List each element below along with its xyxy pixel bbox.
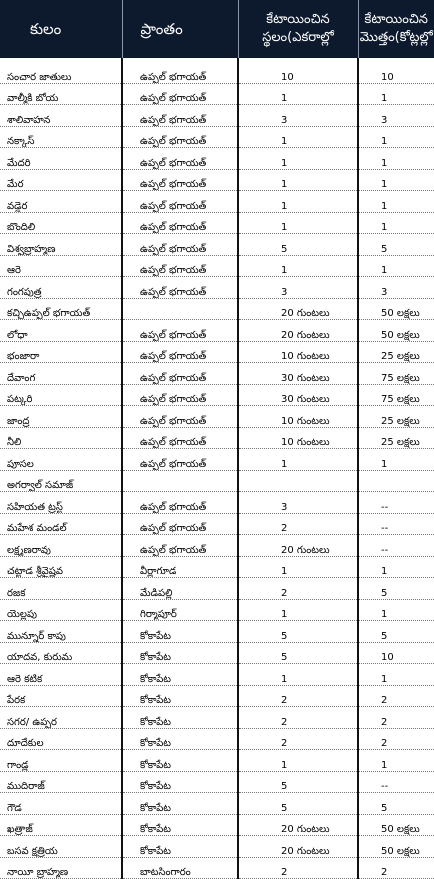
header-land-line1: కేటాయించిన: [239, 11, 358, 29]
cell-funds: 2: [358, 707, 434, 729]
cell-caste: మేదరి: [0, 148, 122, 170]
cell-funds: --: [358, 492, 434, 514]
cell-region: కోకాపేట: [122, 664, 238, 686]
cell-region: మేడిపల్లి: [122, 578, 238, 600]
cell-funds: 75 లక్షలు: [358, 363, 434, 385]
cell-land: 5: [238, 793, 358, 815]
header-funds-line1: కేటాయించిన: [359, 11, 434, 29]
table-row: [0, 341, 434, 363]
cell-land: 3: [238, 492, 358, 514]
table-body: [0, 58, 434, 879]
cell-land: 1: [238, 664, 358, 686]
cell-land: 10 గుంటలు: [238, 427, 358, 449]
cell-funds: 1: [358, 148, 434, 170]
table-row: [0, 255, 434, 277]
cell-funds: 10: [358, 58, 434, 83]
cell-caste: పూసల: [0, 449, 122, 471]
cell-funds: 1: [358, 750, 434, 772]
cell-region: వీర్లాగూడ: [122, 556, 238, 578]
cell-region: ఉప్పల్ భగాయత్: [122, 277, 238, 299]
cell-region: ఉప్పల్ భగాయత్: [122, 535, 238, 557]
cell-region: ఉప్పల్ భగాయత్: [122, 513, 238, 535]
table-row: [0, 728, 434, 750]
cell-funds: 2: [358, 685, 434, 707]
cell-funds: [358, 470, 434, 492]
cell-land: 20 గుంటలు: [238, 836, 358, 858]
cell-region: ఉప్పల్ భగాయత్: [122, 384, 238, 406]
cell-land: 1: [238, 83, 358, 105]
header-region: ప్రాంతం: [122, 0, 238, 58]
cell-land: 1: [238, 212, 358, 234]
cell-land: 1: [238, 191, 358, 213]
cell-land: 3: [238, 105, 358, 127]
cell-region: ఉప్పల్ భగాయత్: [122, 427, 238, 449]
table-row: [0, 234, 434, 256]
cell-funds: 1: [358, 191, 434, 213]
cell-caste: గంగపుత్ర: [0, 277, 122, 299]
cell-funds: 1: [358, 83, 434, 105]
cell-land: 2: [238, 728, 358, 750]
cell-caste: సహియత ట్రస్ట్: [0, 492, 122, 514]
table-row: [0, 642, 434, 664]
cell-funds: --: [358, 771, 434, 793]
cell-region: ఉప్పల్ భగాయత్: [122, 191, 238, 213]
cell-region: బాటసింగారం: [122, 857, 238, 879]
cell-region: కోకాపేట: [122, 685, 238, 707]
cell-land: 20 గుంటలు: [238, 535, 358, 557]
table-row: [0, 836, 434, 858]
cell-caste: సంచార జాతులు: [0, 58, 122, 83]
cell-region: కోకాపేట: [122, 707, 238, 729]
cell-funds: 50 లక్షలు: [358, 836, 434, 858]
cell-funds: 1: [358, 556, 434, 578]
table-row: [0, 578, 434, 600]
cell-caste: మేర: [0, 169, 122, 191]
cell-funds: 5: [358, 621, 434, 643]
table-row: [0, 470, 434, 492]
cell-region: ఉప్పల్ భగాయత్: [122, 234, 238, 256]
table-row: [0, 169, 434, 191]
cell-caste: ముదిరాజ్: [0, 771, 122, 793]
table-row: [0, 793, 434, 815]
cell-region: కోకాపేట: [122, 750, 238, 772]
cell-caste: మహేశ మండల్: [0, 513, 122, 535]
cell-funds: 50 లక్షలు: [358, 814, 434, 836]
cell-region: ఉప్పల్ భగాయత్: [122, 406, 238, 428]
table-row: [0, 771, 434, 793]
cell-caste: గౌడ: [0, 793, 122, 815]
cell-funds: 1: [358, 449, 434, 471]
cell-region: కోకాపేట: [122, 642, 238, 664]
cell-region: ఉప్పల్ భగాయత్: [122, 105, 238, 127]
cell-land: 2: [238, 578, 358, 600]
cell-caste: వడ్డెర: [0, 191, 122, 213]
cell-caste: మున్నూర్ కాపు: [0, 621, 122, 643]
cell-region: ఉప్పల్ భగాయత్: [122, 255, 238, 277]
table-row: [0, 126, 434, 148]
header-land-allotted: [238, 0, 358, 58]
cell-land: 10: [238, 58, 358, 83]
cell-funds: 50 లక్షలు: [358, 320, 434, 342]
table-row: [0, 621, 434, 643]
cell-funds: 1: [358, 126, 434, 148]
cell-funds: 5: [358, 234, 434, 256]
cell-region: ఉప్పల్ భగాయత్: [122, 320, 238, 342]
table-row: [0, 320, 434, 342]
table-row: [0, 449, 434, 471]
cell-funds: 1: [358, 599, 434, 621]
header-funds-line2: మొత్తం(కోట్లల్లో: [359, 29, 434, 47]
cell-region: గిర్మాపూర్: [122, 599, 238, 621]
table-row: [0, 58, 434, 83]
cell-caste: దూదేకుల: [0, 728, 122, 750]
cell-land: 10 గుంటలు: [238, 341, 358, 363]
cell-region: ఉప్పల్ భగాయత్: [122, 126, 238, 148]
cell-region: ఉప్పల్ భగాయత్: [122, 212, 238, 234]
cell-caste: భంజారా: [0, 341, 122, 363]
cell-region: ఉప్పల్ భగాయత్: [122, 492, 238, 514]
cell-caste: ఖత్రాజ్: [0, 814, 122, 836]
table-row: [0, 664, 434, 686]
table-row: [0, 857, 434, 879]
cell-caste: ఆరె కటిక: [0, 664, 122, 686]
cell-caste: చట్టాడ శ్రీవైష్ణవ: [0, 556, 122, 578]
cell-caste: పేరక: [0, 685, 122, 707]
table-row: [0, 535, 434, 557]
cell-caste: ఆరె: [0, 255, 122, 277]
cell-land: 1: [238, 449, 358, 471]
table-row: [0, 599, 434, 621]
cell-land: 20 గుంటలు: [238, 298, 358, 320]
cell-caste: గాండ్ల: [0, 750, 122, 772]
cell-land: 10 గుంటలు: [238, 406, 358, 428]
cell-region: ఉప్పల్ భగాయత్: [122, 58, 238, 83]
cell-land: 1: [238, 556, 358, 578]
cell-region: కోకాపేట: [122, 814, 238, 836]
cell-caste: విశ్వబ్రాహ్మణ: [0, 234, 122, 256]
cell-caste: యాదవ, కురుమ: [0, 642, 122, 664]
cell-funds: --: [358, 513, 434, 535]
header-caste: కులం: [0, 0, 122, 58]
cell-caste: నీలి: [0, 427, 122, 449]
cell-caste: జాంద్ర: [0, 406, 122, 428]
cell-region: ఉప్పల్ భగాయత్: [122, 363, 238, 385]
cell-funds: 25 లక్షలు: [358, 406, 434, 428]
cell-region: ఉప్పల్ భగాయత్: [122, 341, 238, 363]
cell-funds: 3: [358, 277, 434, 299]
cell-caste: నాయీ బ్రాహ్మణ: [0, 857, 122, 879]
cell-region: కోకాపేట: [122, 621, 238, 643]
table-row: [0, 363, 434, 385]
cell-region: ఉప్పల్ భగాయత్: [122, 148, 238, 170]
cell-land: 2: [238, 685, 358, 707]
cell-land: 2: [238, 513, 358, 535]
cell-land: 5: [238, 234, 358, 256]
cell-land: 1: [238, 599, 358, 621]
cell-land: 20 గుంటలు: [238, 320, 358, 342]
table-row: [0, 191, 434, 213]
cell-caste: లోధా: [0, 320, 122, 342]
cell-caste: బొందిలి: [0, 212, 122, 234]
table-row: [0, 298, 434, 320]
header-land-line2: స్థలం(ఎకరాల్లో: [239, 29, 358, 47]
cell-land: 20 గుంటలు: [238, 814, 358, 836]
header-funds-allotted: [358, 0, 434, 58]
table-row: [0, 750, 434, 772]
cell-funds: 1: [358, 255, 434, 277]
cell-land: 1: [238, 126, 358, 148]
cell-land: 30 గుంటలు: [238, 384, 358, 406]
cell-land: 1: [238, 169, 358, 191]
cell-land: [238, 470, 358, 492]
cell-funds: 50 లక్షలు: [358, 298, 434, 320]
cell-caste: యెల్లపు: [0, 599, 122, 621]
cell-caste: కచ్చిఉప్పల్ భగాయత్: [0, 298, 122, 320]
cell-land: 1: [238, 255, 358, 277]
table-header: [0, 0, 434, 58]
table-row: [0, 492, 434, 514]
table-row: [0, 814, 434, 836]
cell-region: కోకాపేట: [122, 836, 238, 858]
cell-region: కోకాపేట: [122, 728, 238, 750]
cell-region: కోకాపేట: [122, 793, 238, 815]
table-row: [0, 556, 434, 578]
cell-funds: 1: [358, 664, 434, 686]
cell-funds: 25 లక్షలు: [358, 427, 434, 449]
table-row: [0, 406, 434, 428]
table-row: [0, 83, 434, 105]
cell-funds: 2: [358, 857, 434, 879]
table-row: [0, 105, 434, 127]
cell-funds: 10: [358, 642, 434, 664]
cell-land: 1: [238, 148, 358, 170]
cell-land: 5: [238, 642, 358, 664]
cell-funds: --: [358, 535, 434, 557]
table-row: [0, 513, 434, 535]
cell-caste: బసవ క్షత్రియ: [0, 836, 122, 858]
cell-funds: 5: [358, 793, 434, 815]
table-row: [0, 148, 434, 170]
table-row: [0, 384, 434, 406]
cell-caste: రజక: [0, 578, 122, 600]
cell-caste: లక్ష్మణరావు: [0, 535, 122, 557]
table-row: [0, 277, 434, 299]
cell-caste: శాలివాహన: [0, 105, 122, 127]
cell-funds: 5: [358, 578, 434, 600]
cell-region: ఉప్పల్ భగాయత్: [122, 169, 238, 191]
table-row: [0, 685, 434, 707]
cell-caste: నక్కాస్: [0, 126, 122, 148]
table-row: [0, 212, 434, 234]
cell-caste: పట్కరి: [0, 384, 122, 406]
cell-region: [122, 470, 238, 492]
cell-caste: వాల్మీకి బోయ: [0, 83, 122, 105]
cell-land: 2: [238, 707, 358, 729]
cell-funds: 25 లక్షలు: [358, 341, 434, 363]
cell-funds: 75 లక్షలు: [358, 384, 434, 406]
table-row: [0, 427, 434, 449]
cell-region: ఉప్పల్ భగాయత్: [122, 83, 238, 105]
cell-region: ఉప్పల్ భగాయత్: [122, 449, 238, 471]
table-row: [0, 707, 434, 729]
cell-caste: దేవాంగ: [0, 363, 122, 385]
cell-region: కోకాపేట: [122, 771, 238, 793]
cell-caste: అగర్వాల్ సమాజ్: [0, 470, 122, 492]
cell-land: 2: [238, 857, 358, 879]
cell-funds: 3: [358, 105, 434, 127]
cell-land: 5: [238, 621, 358, 643]
cell-region: [122, 298, 238, 320]
cell-land: 1: [238, 750, 358, 772]
cell-funds: 1: [358, 169, 434, 191]
cell-funds: 2: [358, 728, 434, 750]
cell-funds: 1: [358, 212, 434, 234]
cell-land: 30 గుంటలు: [238, 363, 358, 385]
cell-caste: సగర/ ఉప్పర: [0, 707, 122, 729]
cell-land: 5: [238, 771, 358, 793]
cell-land: 3: [238, 277, 358, 299]
